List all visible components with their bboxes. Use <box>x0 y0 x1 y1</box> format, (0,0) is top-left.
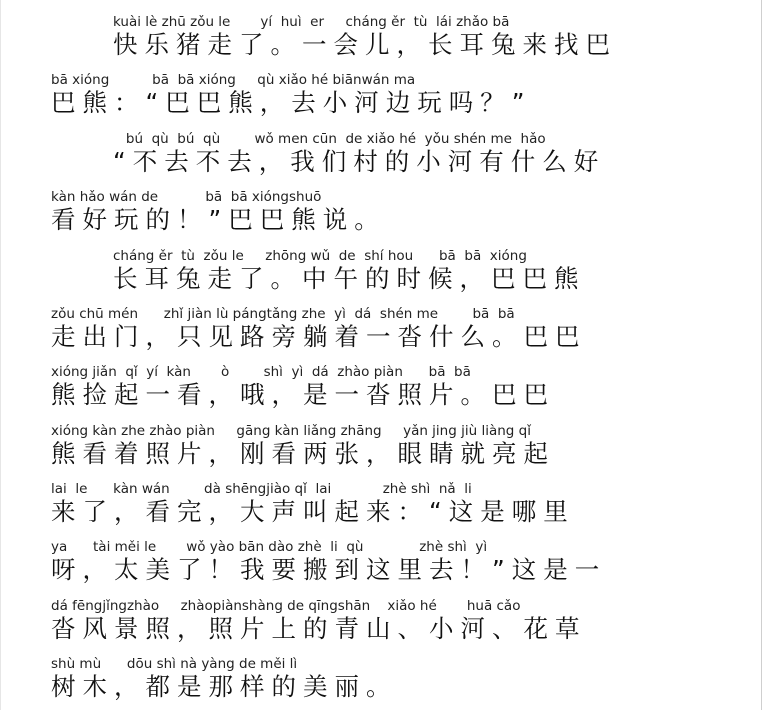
chinese-text: 熊捡起一看，哦，是一沓照片。巴巴 <box>51 380 555 409</box>
chinese-text: 呀，太美了！我要搬到这里去！”这是一 <box>51 555 607 584</box>
chinese-text: 沓风景照，照片上的青山、小河、花草 <box>51 614 587 643</box>
pinyin-annotation: kuài lè zhū zǒu le yí huì er cháng ěr tù lái zhǎo bā <box>113 14 510 30</box>
text-line <box>113 131 762 187</box>
text-line <box>51 481 751 537</box>
pinyin-annotation: bā xióng bā bā xióng qù xiǎo hé biānwán ma <box>51 72 416 88</box>
text-line <box>51 364 751 420</box>
pinyin-annotation: bú qù bú qù wǒ men cūn de xiǎo hé yǒu shén me hǎo <box>113 131 546 147</box>
pinyin-annotation: lai le kàn wán dà shēngjiào qǐ lai zhè shì nǎ li <box>51 481 472 497</box>
pinyin-annotation: xióng kàn zhe zhào piàn gāng kàn liǎng zhāng yǎn jing jiù liàng qǐ <box>51 423 531 439</box>
chinese-text: 树木，都是那样的美丽。 <box>51 672 398 701</box>
pinyin-annotation: zǒu chū mén zhǐ jiàn lù pángtǎng zhe yì dá shén me bā bā <box>51 306 515 322</box>
chinese-text: 快乐猪走了。一会儿，长耳兔来找巴 <box>113 30 617 59</box>
chinese-text: 熊看着照片，刚看两张，眼睛就亮起 <box>51 439 555 468</box>
chinese-text: 巴熊：“巴巴熊，去小河边玩吗？” <box>51 88 532 117</box>
text-line <box>51 656 751 712</box>
text-line <box>51 189 751 245</box>
pinyin-annotation: ya tài měi le wǒ yào bān dào zhè li qù zhè shì yì <box>51 539 488 555</box>
pinyin-annotation: cháng ěr tù zǒu le zhōng wǔ de shí hou bā bā xióng <box>113 248 527 264</box>
chinese-text: 长耳兔走了。中午的时候，巴巴熊 <box>113 264 586 293</box>
text-line <box>51 423 751 479</box>
pinyin-annotation: kàn hǎo wán de bā bā xióngshuō <box>51 189 322 205</box>
chinese-text: “不去不去，我们村的小河有什么好 <box>113 147 606 176</box>
text-line <box>113 14 762 70</box>
text-line <box>51 539 751 595</box>
chinese-text: 走出门，只见路旁躺着一沓什么。巴巴 <box>51 322 587 351</box>
chinese-text: 来了，看完，大声叫起来：“这是哪里 <box>51 497 575 526</box>
pinyin-annotation: shù mù dōu shì nà yàng de měi lì <box>51 656 298 672</box>
text-line <box>51 72 751 128</box>
text-line <box>51 306 751 362</box>
pinyin-annotation: xióng jiǎn qǐ yí kàn ò shì yì dá zhào piàn bā bā <box>51 364 471 380</box>
chinese-text: 看好玩的！”巴巴熊说。 <box>51 205 386 234</box>
text-line <box>51 598 751 654</box>
pinyin-annotation: dá fēngjǐngzhào zhàopiànshàng de qīngshān xiǎo hé huā cǎo <box>51 598 521 614</box>
text-line <box>113 248 762 304</box>
